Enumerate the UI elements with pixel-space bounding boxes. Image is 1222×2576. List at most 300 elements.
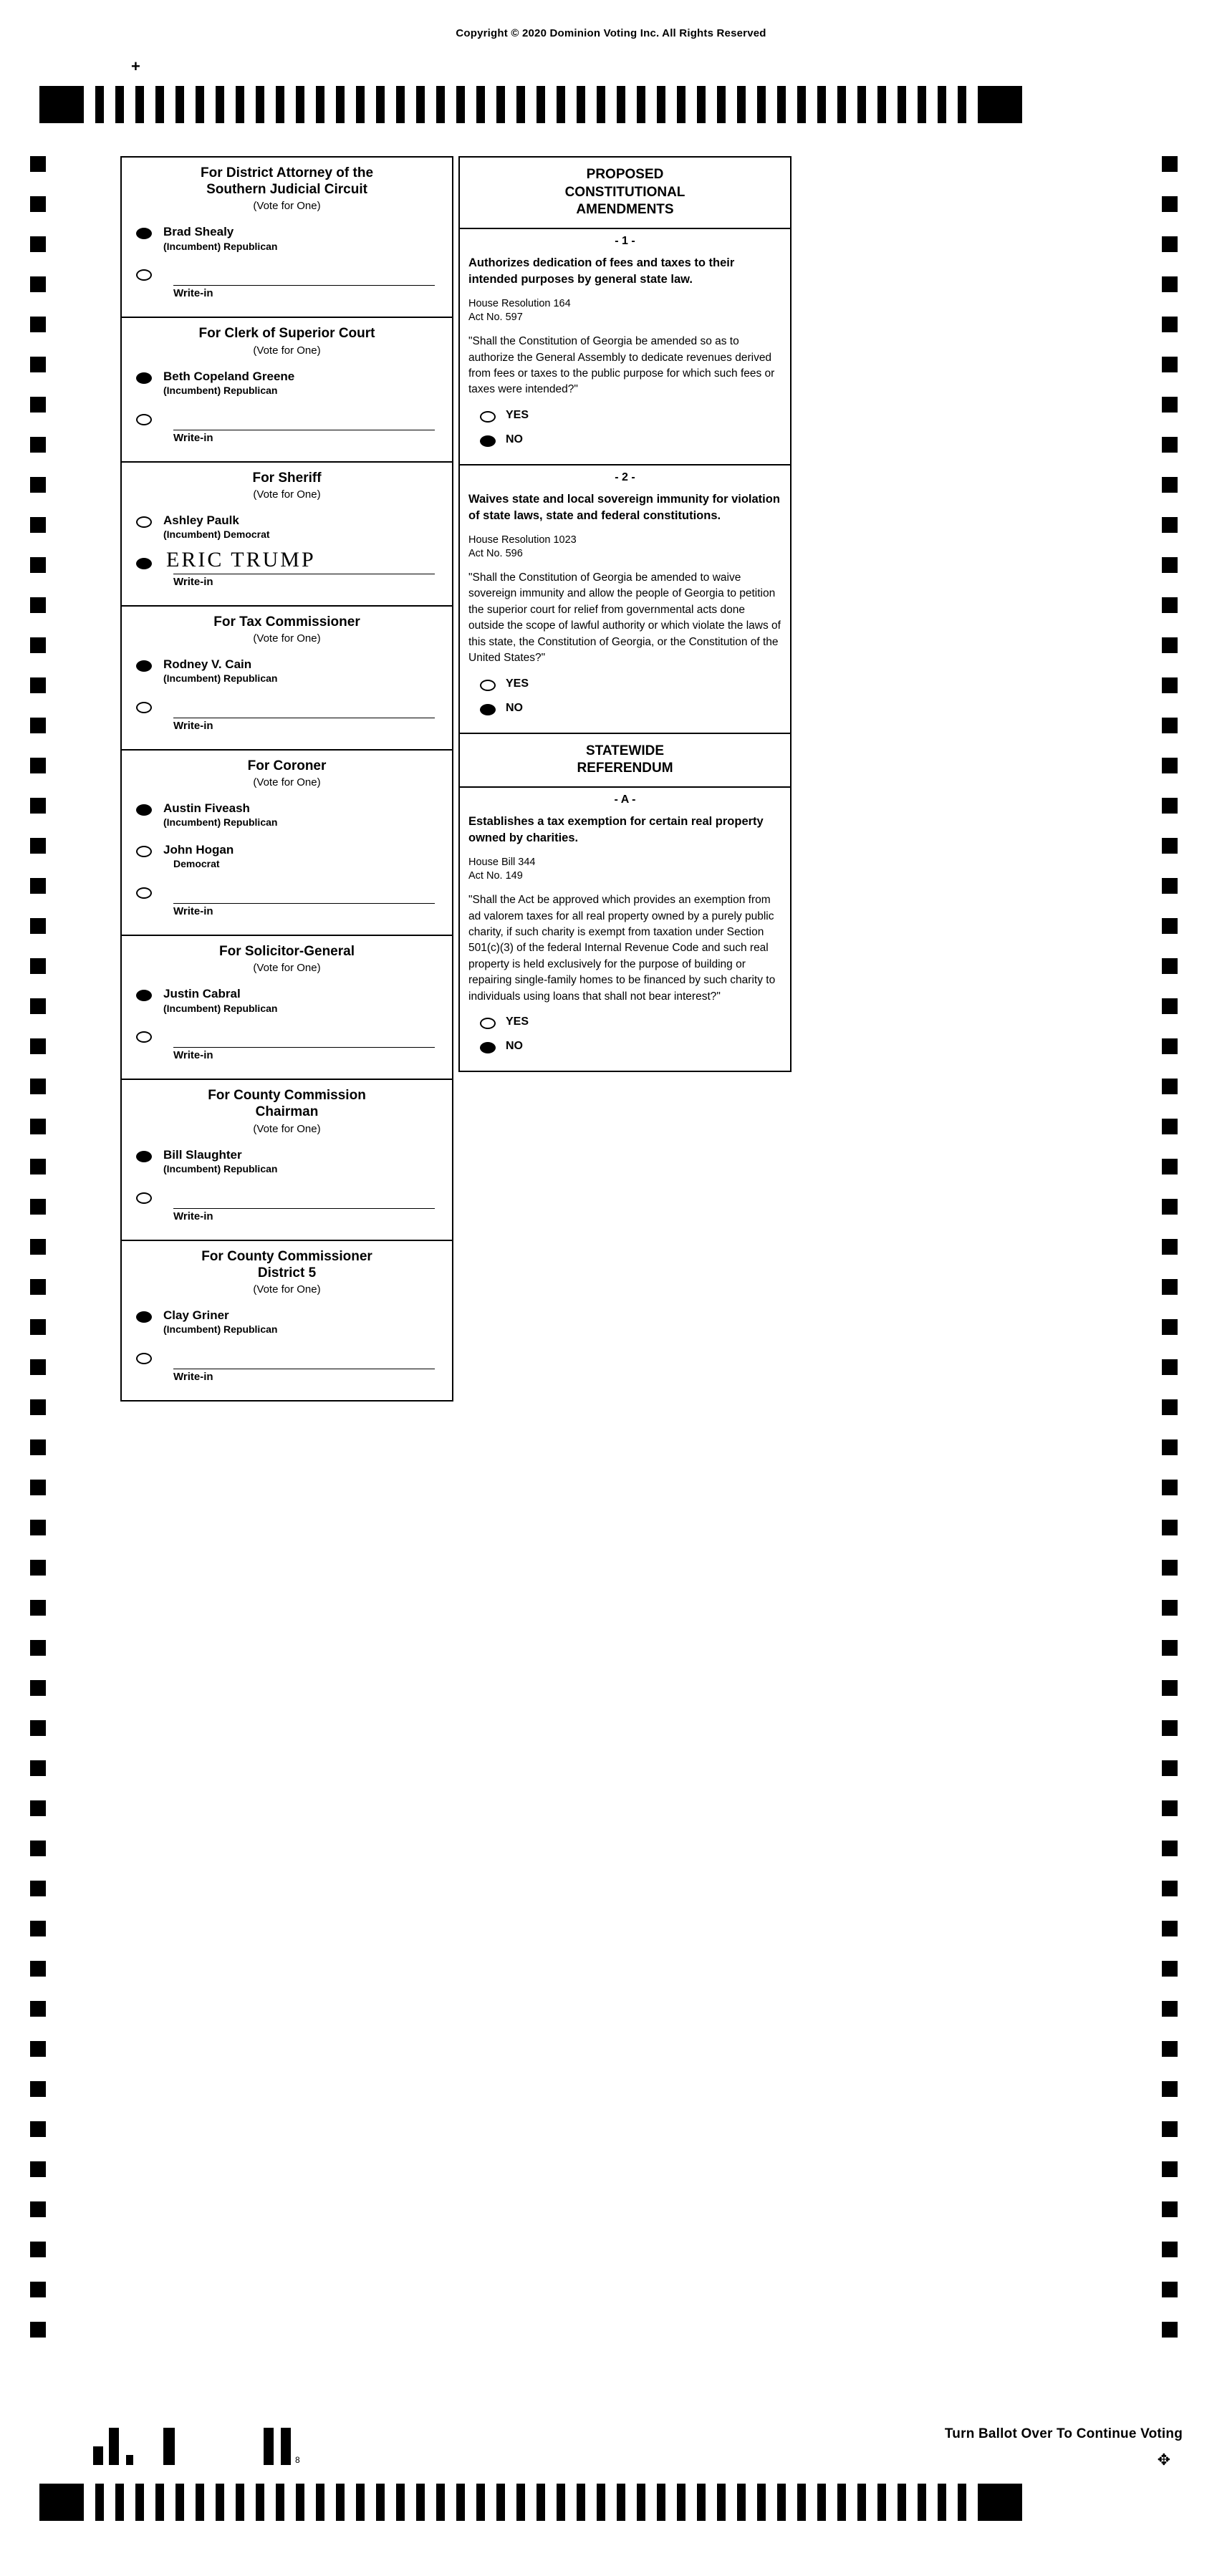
- timing-mark: [637, 2484, 645, 2521]
- timing-mark: [1162, 1119, 1178, 1134]
- measure-section-header: [458, 733, 792, 788]
- timing-mark: [1162, 1961, 1178, 1977]
- timing-mark: [30, 477, 46, 493]
- measure-citation-line: House Bill 344: [468, 856, 536, 868]
- measure-option-label: YES: [506, 408, 529, 421]
- contest-title: [128, 470, 446, 486]
- timing-mark: [30, 1600, 46, 1616]
- timing-mark: [30, 2041, 46, 2057]
- timing-mark: [30, 1480, 46, 1495]
- timing-mark: [898, 86, 906, 123]
- vote-oval[interactable]: [136, 887, 152, 899]
- timing-mark: [677, 2484, 685, 2521]
- timing-mark: [516, 86, 525, 123]
- contest-title: [128, 758, 446, 774]
- contest-block: [120, 156, 453, 318]
- timing-mark: [296, 2484, 304, 2521]
- timing-mark: [1162, 1159, 1178, 1174]
- timing-mark: [236, 86, 244, 123]
- write-in-option[interactable]: [122, 1024, 452, 1074]
- timing-mark: [30, 1038, 46, 1054]
- contest-block: [120, 605, 453, 751]
- candidate-option[interactable]: [122, 839, 452, 880]
- timing-mark: [857, 86, 866, 123]
- timing-mark: [30, 998, 46, 1014]
- vote-oval[interactable]: [136, 558, 152, 569]
- timing-mark: [1162, 1560, 1178, 1576]
- timing-mark: [30, 317, 46, 332]
- timing-mark: [30, 1921, 46, 1936]
- candidate-option[interactable]: [122, 983, 452, 1024]
- timing-mark: [1162, 156, 1178, 172]
- vote-oval[interactable]: [136, 1311, 152, 1323]
- timing-mark: [1162, 1359, 1178, 1375]
- write-in-option[interactable]: [122, 262, 452, 312]
- timing-mark: [537, 86, 545, 123]
- timing-mark: [30, 357, 46, 372]
- measure-option-label: YES: [506, 1016, 529, 1028]
- timing-mark: [196, 86, 204, 123]
- timing-mark: [30, 798, 46, 814]
- timing-mark: [1162, 2322, 1178, 2338]
- timing-mark: [978, 2484, 1022, 2521]
- contest-block: [120, 1079, 453, 1240]
- contest-instruction: (Vote for One): [253, 344, 321, 357]
- timing-mark: [216, 2484, 224, 2521]
- ballot-right-column: [458, 156, 792, 1071]
- timing-mark: [857, 2484, 866, 2521]
- timing-mark: [597, 86, 605, 123]
- contest-title-line: For Clerk of Superior Court: [198, 326, 375, 342]
- timing-mark: [30, 878, 46, 894]
- timing-mark: [1162, 2121, 1178, 2137]
- candidate-option[interactable]: [122, 221, 452, 262]
- registration-mark-icon: ✥: [1157, 2451, 1170, 2469]
- candidate-name: Beth Copeland Greene: [163, 369, 295, 383]
- measure-option[interactable]: [468, 407, 781, 431]
- candidate-name: Austin Fiveash: [163, 801, 250, 816]
- contest-instruction: (Vote for One): [253, 1122, 321, 1135]
- write-in-label: Write-in: [173, 719, 213, 732]
- timing-mark: [1162, 998, 1178, 1014]
- candidate-name: Ashley Paulk: [163, 513, 239, 527]
- timing-mark: [597, 2484, 605, 2521]
- timing-mark: [1162, 677, 1178, 693]
- write-in-option[interactable]: [122, 1185, 452, 1235]
- measure-question-text: "Shall the Constitution of Georgia be amended so as to authorize the General Assembly to dedicate revenues derived from fees or taxes to the public purpose for which such fees or taxes were intended?": [468, 335, 775, 396]
- timing-mark: [155, 2484, 164, 2521]
- vote-oval[interactable]: [480, 411, 496, 423]
- measure-citation-line: Act No. 149: [468, 870, 523, 882]
- measure-option[interactable]: [468, 1013, 781, 1038]
- timing-mark: [978, 86, 1022, 123]
- timing-marks-top: [39, 86, 1185, 123]
- measure-section-header-line: STATEWIDE: [585, 743, 665, 758]
- contest-header: [122, 158, 452, 218]
- timing-mark: [30, 2081, 46, 2097]
- timing-mark: [1162, 1720, 1178, 1736]
- measure-option[interactable]: [468, 675, 781, 700]
- timing-mark: [456, 2484, 465, 2521]
- timing-mark: [737, 86, 746, 123]
- timing-mark: [30, 1800, 46, 1816]
- timing-mark: [1162, 357, 1178, 372]
- timing-mark: [1162, 397, 1178, 413]
- write-in-option[interactable]: [122, 695, 452, 745]
- timing-marks-bottom: [39, 2484, 1185, 2521]
- timing-mark: [30, 1760, 46, 1776]
- timing-mark: [396, 2484, 405, 2521]
- timing-mark: [30, 838, 46, 854]
- candidate-party: (Incumbent) Republican: [163, 1162, 278, 1174]
- measure-section-header-line: CONSTITUTIONAL: [564, 184, 685, 200]
- timing-mark: [30, 1841, 46, 1856]
- timing-mark: [476, 2484, 485, 2521]
- timing-mark: [1162, 1319, 1178, 1335]
- timing-mark: [918, 86, 926, 123]
- vote-oval[interactable]: [480, 435, 496, 447]
- timing-mark: [1162, 1079, 1178, 1094]
- candidate-name: Bill Slaughter: [163, 1147, 242, 1162]
- timing-mark: [1162, 1279, 1178, 1295]
- measure-section-header-line: AMENDMENTS: [576, 202, 674, 218]
- timing-mark: [30, 1640, 46, 1656]
- timing-mark: [39, 2484, 84, 2521]
- timing-mark: [236, 2484, 244, 2521]
- candidate-party: (Incumbent) Republican: [163, 240, 278, 252]
- timing-mark: [30, 2161, 46, 2177]
- timing-mark: [1162, 1520, 1178, 1535]
- candidate-option[interactable]: [122, 1304, 452, 1346]
- timing-mark: [296, 86, 304, 123]
- timing-mark: [1162, 878, 1178, 894]
- timing-mark: [1162, 1841, 1178, 1856]
- vote-oval[interactable]: [480, 1018, 496, 1029]
- measure-question-text: "Shall the Constitution of Georgia be amended to waive sovereign immunity and allow the people of Georgia to petition the superior court for relief from governmental acts done outside the scope of lawful authority or which violate the laws of this state, the Constitution of Georgia, or the Constitution of the United States?": [468, 571, 781, 665]
- vote-oval[interactable]: [136, 1151, 152, 1162]
- contest-header: [122, 1241, 452, 1301]
- timing-mark: [757, 2484, 766, 2521]
- timing-mark: [416, 86, 425, 123]
- measure-number: - 1 -: [615, 235, 635, 248]
- timing-mark: [95, 2484, 104, 2521]
- timing-mark: [837, 86, 846, 123]
- write-in-label: Write-in: [173, 287, 213, 300]
- vote-oval[interactable]: [136, 804, 152, 816]
- timing-mark: [938, 2484, 946, 2521]
- contest-title-line: For County Commissioner: [201, 1248, 372, 1264]
- timing-mark: [30, 2242, 46, 2257]
- timing-mark: [376, 2484, 385, 2521]
- timing-mark: [30, 1439, 46, 1455]
- contest-block: [120, 935, 453, 1080]
- timing-mark: [617, 86, 625, 123]
- timing-mark: [30, 557, 46, 573]
- timing-mark: [30, 437, 46, 453]
- timing-mark: [336, 86, 345, 123]
- contest-instruction: (Vote for One): [253, 962, 321, 975]
- timing-mark: [1162, 637, 1178, 653]
- timing-mark: [30, 1319, 46, 1335]
- timing-mark: [115, 2484, 124, 2521]
- vote-oval[interactable]: [136, 1192, 152, 1204]
- timing-mark: [1162, 437, 1178, 453]
- timing-mark: [30, 276, 46, 292]
- timing-mark: [30, 2121, 46, 2137]
- write-in-label: Write-in: [173, 1049, 213, 1062]
- vote-oval[interactable]: [136, 228, 152, 239]
- candidate-name: Brad Shealy: [163, 225, 234, 239]
- timing-mark: [30, 156, 46, 172]
- candidate-name: Rodney V. Cain: [163, 657, 252, 671]
- timing-mark: [958, 2484, 966, 2521]
- contest-title-line: For Tax Commissioner: [213, 614, 360, 629]
- timing-mark: [1162, 1439, 1178, 1455]
- timing-mark: [777, 2484, 786, 2521]
- vote-oval[interactable]: [480, 680, 496, 691]
- timing-mark: [155, 86, 164, 123]
- timing-mark: [1162, 2161, 1178, 2177]
- timing-mark: [256, 86, 264, 123]
- timing-mark: [196, 2484, 204, 2521]
- timing-mark: [657, 2484, 665, 2521]
- timing-mark: [697, 86, 706, 123]
- timing-mark: [958, 86, 966, 123]
- timing-mark: [316, 2484, 324, 2521]
- contest-block: [120, 1240, 453, 1402]
- timing-mark: [256, 2484, 264, 2521]
- timing-mark: [817, 2484, 826, 2521]
- timing-mark: [39, 86, 84, 123]
- timing-mark: [316, 86, 324, 123]
- contest-title: [128, 943, 446, 960]
- timing-mark: [456, 86, 465, 123]
- vote-oval[interactable]: [136, 269, 152, 281]
- vote-oval[interactable]: [136, 1031, 152, 1043]
- vote-oval[interactable]: [136, 990, 152, 1001]
- ballot-left-column: [120, 156, 453, 1400]
- write-in-label: Write-in: [173, 1210, 213, 1222]
- contest-options: [122, 362, 452, 461]
- measure-option[interactable]: [468, 700, 781, 724]
- write-in-option[interactable]: [122, 547, 452, 601]
- contest-options: [122, 1141, 452, 1240]
- measure-question-text: "Shall the Act be approved which provides an exemption from ad valorem taxes for all real property owned by a purely public charity, if such charity is exempt from taxation under Section 501(c)(3) of the federal Internal Revenue Code and such real property is held exclusively for the purpose of building or repairing single-family homes to be financed by such charity to individuals using loans that shall not bear interest?": [468, 894, 776, 1003]
- timing-mark: [30, 1199, 46, 1215]
- measure-section-header-line: PROPOSED: [586, 167, 664, 182]
- timing-mark: [30, 2201, 46, 2217]
- contest-title-line: For County Commission: [208, 1088, 366, 1104]
- timing-mark: [115, 86, 124, 123]
- timing-mark: [1162, 758, 1178, 773]
- vote-oval[interactable]: [136, 1353, 152, 1364]
- timing-mark: [697, 2484, 706, 2521]
- timing-mark: [717, 2484, 726, 2521]
- candidate-party: (Incumbent) Democrat: [163, 529, 270, 541]
- contest-block: [120, 317, 453, 462]
- measure-option[interactable]: [468, 1038, 781, 1062]
- contest-instruction: (Vote for One): [253, 632, 321, 645]
- timing-mark: [30, 1399, 46, 1415]
- write-in-option[interactable]: [122, 880, 452, 930]
- candidate-option[interactable]: [122, 365, 452, 407]
- contest-options: [122, 506, 452, 605]
- measure-section-header-line: REFERENDUM: [577, 761, 673, 776]
- timing-mark: [1162, 718, 1178, 733]
- timing-mark: [1162, 2081, 1178, 2097]
- candidate-option[interactable]: [122, 509, 452, 551]
- contest-header: [122, 318, 452, 362]
- timing-mark: [30, 1239, 46, 1255]
- timing-mark: [1162, 798, 1178, 814]
- timing-mark: [1162, 1640, 1178, 1656]
- timing-mark: [1162, 1600, 1178, 1616]
- timing-mark: [1162, 317, 1178, 332]
- contest-title-line: For District Attorney of the: [200, 165, 374, 180]
- timing-mark: [276, 86, 284, 123]
- contest-header: [122, 936, 452, 980]
- timing-mark: [1162, 1881, 1178, 1896]
- timing-mark: [30, 397, 46, 413]
- timing-mark: [797, 86, 806, 123]
- measure-section-header: [458, 156, 792, 229]
- contest-title-line: Southern Judicial Circuit: [206, 182, 367, 198]
- timing-mark: [1162, 958, 1178, 974]
- timing-mark: [276, 2484, 284, 2521]
- write-in-option[interactable]: [122, 1346, 452, 1396]
- timing-mark: [1162, 597, 1178, 613]
- vote-oval[interactable]: [480, 1042, 496, 1053]
- timing-mark: [30, 1520, 46, 1535]
- candidate-option[interactable]: [122, 797, 452, 839]
- write-in-label: Write-in: [173, 575, 213, 588]
- timing-mark: [175, 2484, 184, 2521]
- timing-mark: [30, 1079, 46, 1094]
- vote-oval[interactable]: [136, 372, 152, 384]
- timing-mark: [1162, 1760, 1178, 1776]
- timing-mark: [1162, 1199, 1178, 1215]
- contest-header: [122, 607, 452, 650]
- write-in-option[interactable]: [122, 407, 452, 457]
- timing-mark: [817, 86, 826, 123]
- timing-mark: [30, 1961, 46, 1977]
- measure-citation-line: Act No. 597: [468, 312, 523, 324]
- timing-mark: [30, 918, 46, 934]
- timing-mark: [30, 718, 46, 733]
- timing-mark: [1162, 1038, 1178, 1054]
- measure-option-label: NO: [506, 1040, 523, 1053]
- candidate-option[interactable]: [122, 653, 452, 695]
- vote-oval[interactable]: [136, 516, 152, 528]
- measure-block: [458, 464, 792, 734]
- timing-mark: [436, 86, 445, 123]
- timing-mark: [436, 2484, 445, 2521]
- timing-mark: [1162, 1680, 1178, 1696]
- timing-mark: [757, 86, 766, 123]
- timing-mark: [1162, 1480, 1178, 1495]
- timing-mark: [135, 86, 144, 123]
- timing-mark: [837, 2484, 846, 2521]
- timing-mark: [1162, 2242, 1178, 2257]
- measure-number: - 2 -: [615, 471, 635, 483]
- candidate-name: Clay Griner: [163, 1308, 229, 1322]
- timing-mark: [356, 2484, 365, 2521]
- contest-header: [122, 463, 452, 506]
- timing-mark: [677, 86, 685, 123]
- contest-instruction: (Vote for One): [253, 1283, 321, 1296]
- candidate-option[interactable]: [122, 1144, 452, 1185]
- contest-block: [120, 461, 453, 607]
- measure-options: [468, 675, 781, 727]
- timing-mark: [175, 86, 184, 123]
- timing-mark: [476, 86, 485, 123]
- timing-mark: [30, 1359, 46, 1375]
- contest-title-line: Chairman: [255, 1104, 319, 1120]
- timing-mark: [1162, 2201, 1178, 2217]
- timing-mark: [1162, 236, 1178, 252]
- timing-mark: [557, 86, 565, 123]
- candidate-party: (Incumbent) Republican: [163, 1323, 278, 1336]
- contest-title-line: For Sheriff: [252, 470, 322, 486]
- timing-mark: [797, 2484, 806, 2521]
- timing-mark: [376, 86, 385, 123]
- vote-oval[interactable]: [136, 414, 152, 425]
- contest-title: [128, 325, 446, 342]
- timing-mark: [1162, 517, 1178, 533]
- timing-mark: [657, 86, 665, 123]
- timing-mark: [1162, 2282, 1178, 2297]
- timing-mark: [30, 1680, 46, 1696]
- measure-citation-line: House Resolution 164: [468, 297, 571, 309]
- copyright-notice: Copyright © 2020 Dominion Voting Inc. All Rights Reserved: [456, 27, 766, 39]
- contest-title-line: For Solicitor-General: [219, 944, 355, 960]
- timing-mark: [1162, 477, 1178, 493]
- contest-title: [128, 1087, 446, 1120]
- timing-mark: [30, 1119, 46, 1134]
- timing-mark: [717, 86, 726, 123]
- timing-mark: [30, 1720, 46, 1736]
- timing-mark: [637, 86, 645, 123]
- contest-title: [128, 165, 446, 198]
- timing-marks-right: [1162, 156, 1178, 2362]
- timing-mark: [336, 2484, 345, 2521]
- vote-oval[interactable]: [136, 660, 152, 672]
- timing-marks-left: [30, 156, 46, 2362]
- timing-mark: [1162, 1921, 1178, 1936]
- vote-oval[interactable]: [136, 846, 152, 857]
- measure-option-label: NO: [506, 433, 523, 445]
- timing-mark: [30, 2001, 46, 2017]
- vote-oval[interactable]: [136, 702, 152, 713]
- timing-mark: [30, 2322, 46, 2338]
- timing-mark: [30, 1159, 46, 1174]
- contest-instruction: (Vote for One): [253, 776, 321, 789]
- timing-mark: [1162, 557, 1178, 573]
- contest-options: [122, 1301, 452, 1400]
- timing-mark: [737, 2484, 746, 2521]
- measure-option[interactable]: [468, 431, 781, 455]
- candidate-name: Justin Cabral: [163, 987, 241, 1001]
- timing-mark: [30, 597, 46, 613]
- candidate-party: (Incumbent) Republican: [163, 672, 278, 685]
- timing-mark: [30, 637, 46, 653]
- vote-oval[interactable]: [480, 704, 496, 715]
- timing-mark: [1162, 1800, 1178, 1816]
- timing-mark: [1162, 276, 1178, 292]
- timing-mark: [416, 2484, 425, 2521]
- measure-options: [468, 407, 781, 458]
- timing-mark: [617, 2484, 625, 2521]
